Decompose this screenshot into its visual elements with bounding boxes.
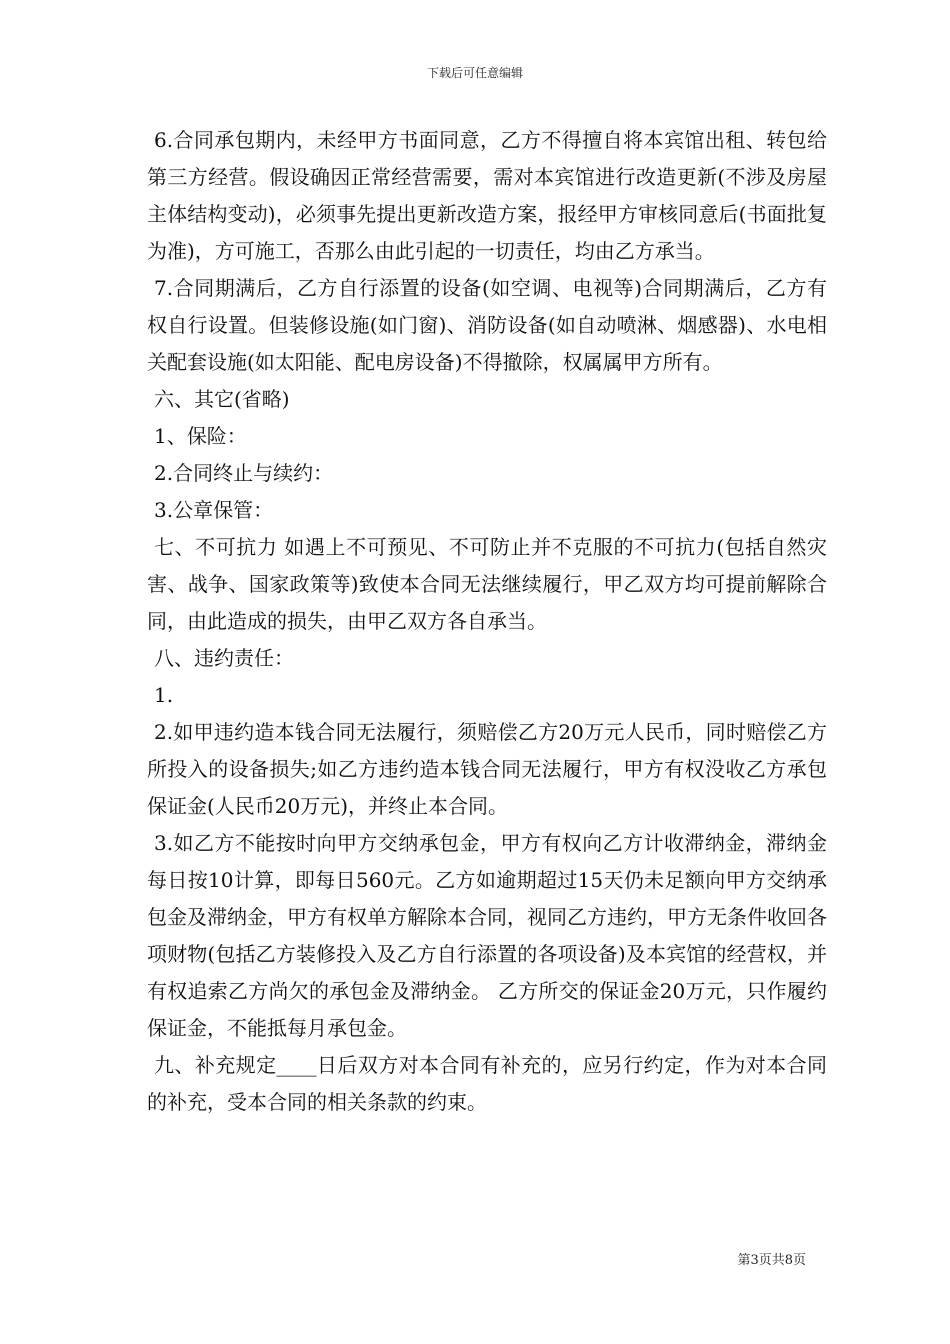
clause-7: 7.合同期满后，乙方自行添置的设备(如空调、电视等)合同期满后，乙方有权自行设置。但装修设施(如门窗)、消防设备(如自动喷淋、烟感器)、水电相关配套设施(如太阳能、配电房设备)不得撤除，权属属甲方所有。: [147, 276, 827, 374]
page-header: 下载后可任意编辑: [426, 66, 523, 80]
section-six-item-1: 1、保险：: [154, 424, 247, 448]
section-six-heading: 六、其它(省略): [154, 387, 290, 411]
section-eight-item-3: 3.如乙方不能按时向甲方交纳承包金，甲方有权向乙方计收滞纳金，滞纳金每日按10计算，即每日560元。乙方如逾期超过15天仍未足额向甲方交纳承包金及滞纳金，甲方有权单方解除本合同，视同乙方违约，甲方无条件收回各项财物(包括乙方装修投入及乙方自行添置的各项设备)及本宾馆的经营权，并有权追索乙方尚欠的承包金及滞纳金。 乙方所交的保证金20万元，只作履约保证金，不能抵每月承包金。: [147, 831, 827, 1040]
section-eight-item-2: 2.如甲违约造本钱合同无法履行，须赔偿乙方20万元人民币，同时赔偿乙方所投入的设备损失;如乙方违约造本钱合同无法履行，甲方有权没收乙方承包保证金(人民币20万元)，并终止本合同。: [147, 720, 827, 818]
section-six-item-2: 2.合同终止与续约：: [154, 461, 334, 485]
page-number: 第3页共8页: [737, 1253, 806, 1268]
section-six-item-3: 3.公章保管：: [154, 498, 274, 522]
document-body: [147, 122, 827, 1121]
section-eight-item-1: 1.: [154, 683, 174, 707]
section-seven-force-majeure: 七、不可抗力 如遇上不可预见、不可防止并不克服的不可抗力(包括自然灾害、战争、国家政策等)致使本合同无法继续履行，甲乙双方均可提前解除合同，由此造成的损失，由甲乙双方各自承当。: [147, 535, 827, 633]
clause-6: 6.合同承包期内，未经甲方书面同意，乙方不得擅自将本宾馆出租、转包给第三方经营。假设确因正常经营需要，需对本宾馆进行改造更新(不涉及房屋主体结构变动)，必须事先提出更新改造方案，报经甲方审核同意后(书面批复为准)，方可施工，否那么由此引起的一切责任，均由乙方承当。: [147, 128, 827, 263]
section-eight-heading: 八、违约责任：: [154, 646, 294, 670]
section-nine-supplement: 九、补充规定____日后双方对本合同有补充的，应另行约定，作为对本合同的补充，受本合同的相关条款的约束。: [147, 1053, 827, 1114]
